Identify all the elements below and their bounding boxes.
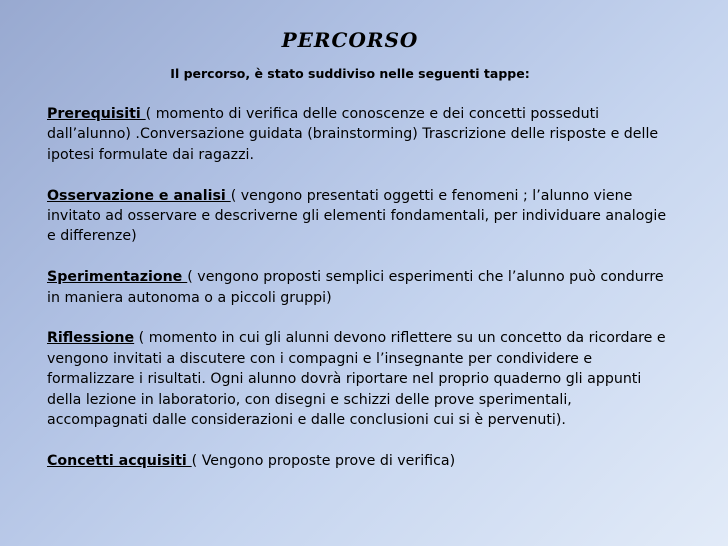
slide-subtitle: Il percorso, è stato suddiviso nelle seguenti tappe: <box>170 66 530 81</box>
slide-title: PERCORSO <box>281 28 419 52</box>
section-concetti-acquisiti <box>47 451 667 471</box>
section-text: ( vengono presentati oggetti e fenomeni ; l’alunno viene invitato ad osservare e descriverne gli elementi fondamentali, per individuare analogie e differenze) <box>47 187 667 245</box>
section-heading: Riflessione <box>47 330 135 347</box>
slide-content <box>47 104 667 471</box>
section-text: ( Vengono proposte prove di verifica) <box>191 452 456 469</box>
section-heading: Prerequisiti <box>47 106 146 122</box>
section-text: ( momento in cui gli alunni devono riflettere su un concetto da ricordare e vengono invitati a discutere con i compagni e l’insegnante per condividere e formalizzare i risultati. Ogni alunno dovrà riportare nel proprio quaderno gli appunti della lezione in laboratorio, con disegni e schizzi delle prove sperimentali, accompagnati dalle considerazioni e dalle conclusioni cui si è pervenuti). <box>47 330 666 429</box>
section-text: ( vengono proposti semplici esperimenti che l’alunno può condurre in maniera autonoma o a piccoli gruppi) <box>47 269 664 306</box>
section-prerequisiti <box>47 104 667 165</box>
section-heading: Osservazione e analisi <box>47 187 231 204</box>
section-sperimentazione <box>47 267 667 308</box>
section-riflessione <box>47 328 667 430</box>
section-heading: Sperimentazione <box>47 269 188 286</box>
section-heading: Concetti acquisiti <box>47 452 192 469</box>
section-text: ( momento di verifica delle conoscenze e dei concetti posseduti dall’alunno) .Conversazione guidata (brainstorming) Trascrizione delle risposte e delle ipotesi formulate dai ragazzi. <box>47 106 659 163</box>
section-osservazione-e-analisi <box>47 186 667 247</box>
